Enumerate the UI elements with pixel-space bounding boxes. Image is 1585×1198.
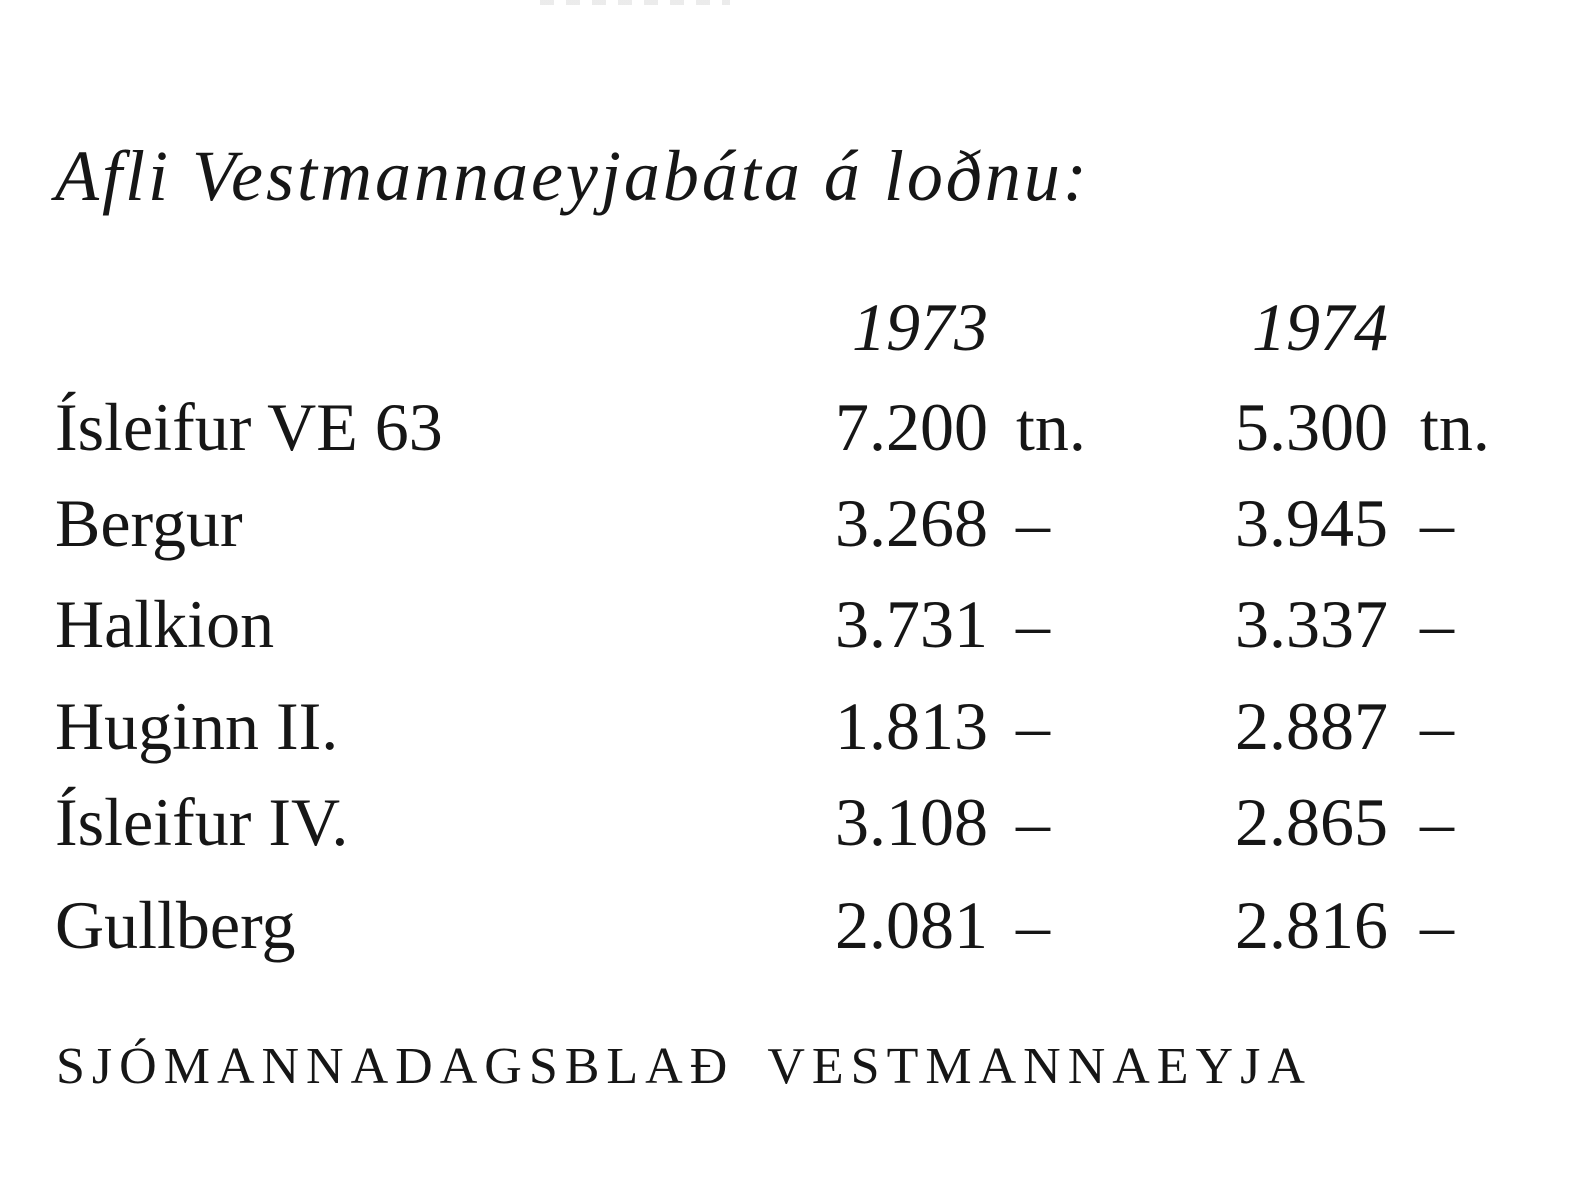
value-1973: 1.813 xyxy=(835,688,988,764)
table-row xyxy=(0,389,1585,473)
publication-footer: SJÓMANNADAGSBLAÐ VESTMANNAEYJA xyxy=(56,1038,1312,1095)
unit-1974: – xyxy=(1420,586,1454,662)
value-1974: 2.865 xyxy=(1235,784,1388,860)
value-1973: 3.108 xyxy=(835,784,988,860)
unit-1974: – xyxy=(1420,688,1454,764)
unit-1974: tn. xyxy=(1420,389,1490,465)
table-row xyxy=(0,887,1585,971)
scan-artifact xyxy=(540,0,730,5)
boat-name: Ísleifur IV. xyxy=(55,784,349,860)
column-header-1973: 1973 xyxy=(852,289,988,365)
value-1973: 3.268 xyxy=(835,485,988,561)
table-row xyxy=(0,485,1585,569)
unit-1974: – xyxy=(1420,784,1454,860)
unit-1974: – xyxy=(1420,485,1454,561)
unit-1974: – xyxy=(1420,887,1454,963)
boat-name: Ísleifur VE 63 xyxy=(55,389,443,465)
value-1974: 2.887 xyxy=(1235,688,1388,764)
boat-name: Bergur xyxy=(55,485,243,561)
unit-1973: – xyxy=(1016,688,1050,764)
unit-1973: tn. xyxy=(1016,389,1086,465)
value-1974: 3.337 xyxy=(1235,586,1388,662)
value-1974: 2.816 xyxy=(1235,887,1388,963)
table-row xyxy=(0,586,1585,670)
unit-1973: – xyxy=(1016,586,1050,662)
value-1974: 5.300 xyxy=(1235,389,1388,465)
value-1973: 2.081 xyxy=(835,887,988,963)
page-title: Afli Vestmannaeyjabáta á loðnu: xyxy=(55,136,1090,216)
table-row xyxy=(0,688,1585,772)
unit-1973: – xyxy=(1016,887,1050,963)
boat-name: Halkion xyxy=(55,586,275,662)
unit-1973: – xyxy=(1016,784,1050,860)
boat-name: Gullberg xyxy=(55,887,296,963)
value-1974: 3.945 xyxy=(1235,485,1388,561)
table-row xyxy=(0,784,1585,868)
column-header-1974: 1974 xyxy=(1252,289,1388,365)
boat-name: Huginn II. xyxy=(55,688,339,764)
value-1973: 7.200 xyxy=(835,389,988,465)
unit-1973: – xyxy=(1016,485,1050,561)
value-1973: 3.731 xyxy=(835,586,988,662)
